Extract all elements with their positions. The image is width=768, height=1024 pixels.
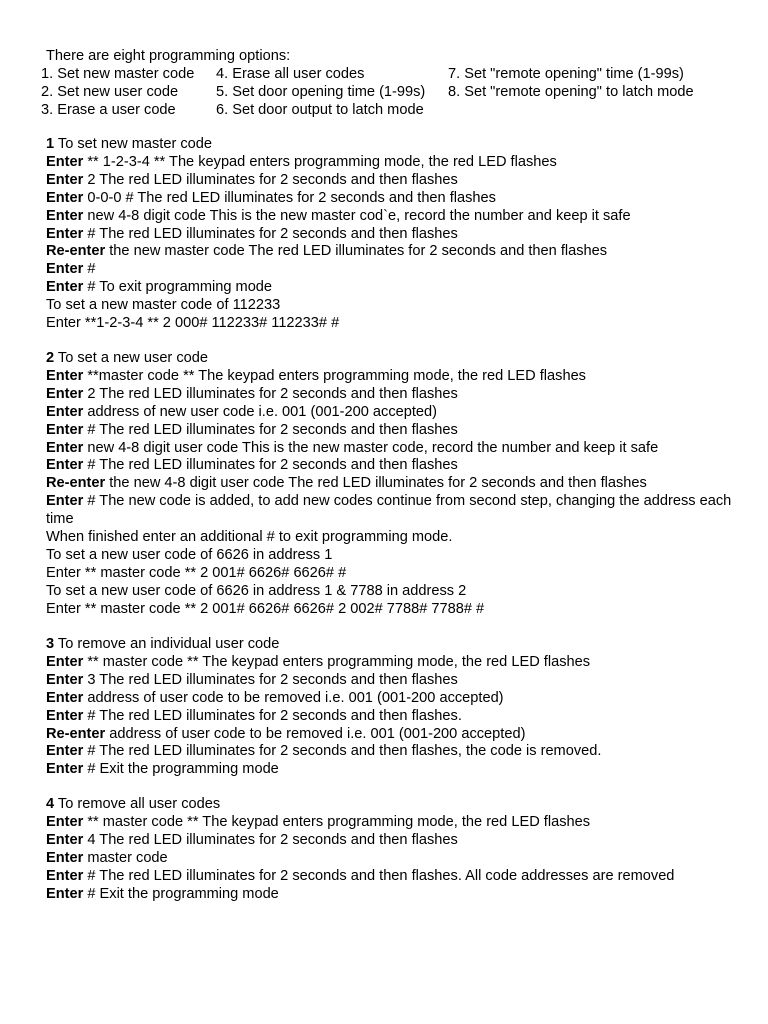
instruction-line [46,690,736,708]
option-item: 6. Set door output to latch mode [216,102,424,118]
section-number: 3 [46,636,55,652]
instruction-line [46,386,736,404]
instruction-text: Enter **1-2-3-4 ** 2 000# 112233# 112233# # [46,315,340,332]
instruction-text: 2 The red LED illuminates for 2 seconds and then flashes [83,385,458,402]
instruction-text: Enter ** master code ** 2 001# 6626# 6626# 2 002# 7788# 7788# # [46,600,485,617]
instruction-text: ** master code ** The keypad enters programming mode, the red LED flashes [83,813,591,830]
instruction-line [46,583,736,601]
instruction-line [46,243,736,261]
instruction-keyword: Enter [46,867,84,884]
instruction-line [46,261,736,279]
section-3 [46,636,736,779]
section-2 [46,350,736,619]
instruction-keyword: Enter [46,153,84,170]
instruction-text: address of new user code i.e. 001 (001-200 accepted) [83,403,438,420]
instruction-text: 3 The red LED illuminates for 2 seconds and then flashes [83,671,458,688]
section-4 [46,796,736,903]
section-number: 2 [46,350,55,366]
instruction-line [46,493,736,529]
instruction-text: the new 4-8 digit user code The red LED illuminates for 2 seconds and then flashes [105,475,647,492]
option-item: 4. Erase all user codes [216,66,365,82]
section-title: To set new master code [54,136,213,152]
section-title: To remove all user codes [54,796,221,812]
instruction-line [46,708,736,726]
instruction-line [46,422,736,440]
instruction-keyword: Enter [46,743,84,760]
instruction-text: # The red LED illuminates for 2 seconds and then flashes [83,457,458,474]
instruction-keyword: Enter [46,831,84,848]
instruction-text: To set a new user code of 6626 in address 1 & 7788 in address 2 [46,582,467,599]
instruction-text: # The red LED illuminates for 2 seconds and then flashes [83,225,458,242]
section-heading [46,796,736,814]
section-1 [46,136,736,333]
instruction-text: ** 1-2-3-4 ** The keypad enters programming mode, the red LED flashes [83,153,557,170]
instruction-keyword: Enter [46,421,84,438]
instruction-keyword: Re-enter [46,725,106,742]
instruction-keyword: Enter [46,457,84,474]
instruction-keyword: Enter [46,689,84,706]
options-table [0,65,768,119]
instruction-keyword: Enter [46,385,84,402]
instruction-keyword: Re-enter [46,243,106,260]
options-column-1 [41,65,194,119]
instruction-line [46,672,736,690]
instruction-text: # The red LED illuminates for 2 seconds and then flashes, the code is removed. [83,743,602,760]
option-item: 8. Set "remote opening" to latch mode [448,84,694,100]
instruction-text: new 4-8 digit user code This is the new master code, record the number and keep it safe [83,439,659,456]
instruction-keyword: Enter [46,653,84,670]
instruction-text: ** master code ** The keypad enters programming mode, the red LED flashes [83,653,591,670]
instruction-keyword: Enter [46,171,84,188]
instruction-text: **master code ** The keypad enters programming mode, the red LED flashes [83,367,586,384]
instruction-keyword: Enter [46,707,84,724]
instruction-text: # The red LED illuminates for 2 seconds and then flashes. [83,707,462,724]
instruction-line [46,315,736,333]
option-item: 1. Set new master code [41,66,195,82]
instruction-text: # Exit the programming mode [83,885,279,902]
instruction-line [46,297,736,315]
instruction-keyword: Enter [46,885,84,902]
instruction-keyword: Enter [46,403,84,420]
instruction-keyword: Enter [46,671,84,688]
instruction-text: 2 The red LED illuminates for 2 seconds and then flashes [83,171,458,188]
instruction-text: # The red LED illuminates for 2 seconds and then flashes [83,421,458,438]
instruction-keyword: Re-enter [46,475,106,492]
section-heading [46,636,736,654]
instruction-text: 4 The red LED illuminates for 2 seconds and then flashes [83,831,458,848]
instruction-line [46,440,736,458]
option-item: 2. Set new user code [41,84,179,100]
instruction-keyword: Enter [46,367,84,384]
instruction-line [46,832,736,850]
instruction-line [46,565,736,583]
instruction-line [46,726,736,744]
option-item: 7. Set "remote opening" time (1-99s) [448,66,684,82]
instruction-line [46,368,736,386]
section-title: To remove an individual user code [54,636,280,652]
instruction-text: To set a new master code of 112233 [46,297,281,314]
instruction-text: Enter ** master code ** 2 001# 6626# 6626# # [46,564,347,581]
instruction-line [46,547,736,565]
instruction-keyword: Enter [46,225,84,242]
options-column-2 [216,65,425,119]
instruction-line [46,529,736,547]
instruction-line [46,761,736,779]
section-number: 4 [46,796,55,812]
instruction-text: master code [83,849,168,866]
instruction-line [46,743,736,761]
section-heading [46,136,736,154]
instruction-text: # [83,261,96,278]
section-title: To set a new user code [54,350,208,366]
instruction-keyword: Enter [46,813,84,830]
option-item: 3. Erase a user code [41,102,176,118]
instruction-text: 0-0-0 # The red LED illuminates for 2 seconds and then flashes [83,189,496,206]
instruction-text: When finished enter an additional # to exit programming mode. [46,529,453,546]
instruction-line [46,154,736,172]
instruction-keyword: Enter [46,493,84,510]
instruction-line [46,190,736,208]
instruction-keyword: Enter [46,439,84,456]
instruction-line [46,475,736,493]
instruction-line [46,654,736,672]
instruction-line [46,404,736,422]
instruction-line [46,208,736,226]
instruction-line [46,868,736,886]
option-item: 5. Set door opening time (1-99s) [216,84,426,100]
instruction-keyword: Enter [46,761,84,778]
instruction-line [46,279,736,297]
instruction-text: # The new code is added, to add new codes continue from second step, changing the address each time [46,493,732,528]
options-column-3 [448,65,694,101]
instruction-text: # To exit programming mode [83,279,273,296]
instruction-line [46,172,736,190]
instruction-keyword: Enter [46,279,84,296]
instruction-text: address of user code to be removed i.e. 001 (001-200 accepted) [105,725,526,742]
instruction-line [46,814,736,832]
instruction-line [46,886,736,904]
instruction-keyword: Enter [46,207,84,224]
instruction-text: # The red LED illuminates for 2 seconds and then flashes. All code addresses are removed [83,867,675,884]
instruction-text: the new master code The red LED illuminates for 2 seconds and then flashes [105,243,608,260]
instruction-keyword: Enter [46,261,84,278]
instruction-text: # Exit the programming mode [83,761,279,778]
section-number: 1 [46,136,55,152]
instruction-line [46,226,736,244]
instruction-line [46,601,736,619]
instruction-line [46,457,736,475]
instruction-text: To set a new user code of 6626 in address 1 [46,546,333,563]
instruction-keyword: Enter [46,849,84,866]
instruction-text: address of user code to be removed i.e. 001 (001-200 accepted) [83,689,504,706]
section-heading [46,350,736,368]
intro-text: There are eight programming options: [46,48,291,64]
instruction-line [46,850,736,868]
instruction-text: new 4-8 digit code This is the new master cod`e, record the number and keep it safe [83,207,631,224]
instruction-keyword: Enter [46,189,84,206]
